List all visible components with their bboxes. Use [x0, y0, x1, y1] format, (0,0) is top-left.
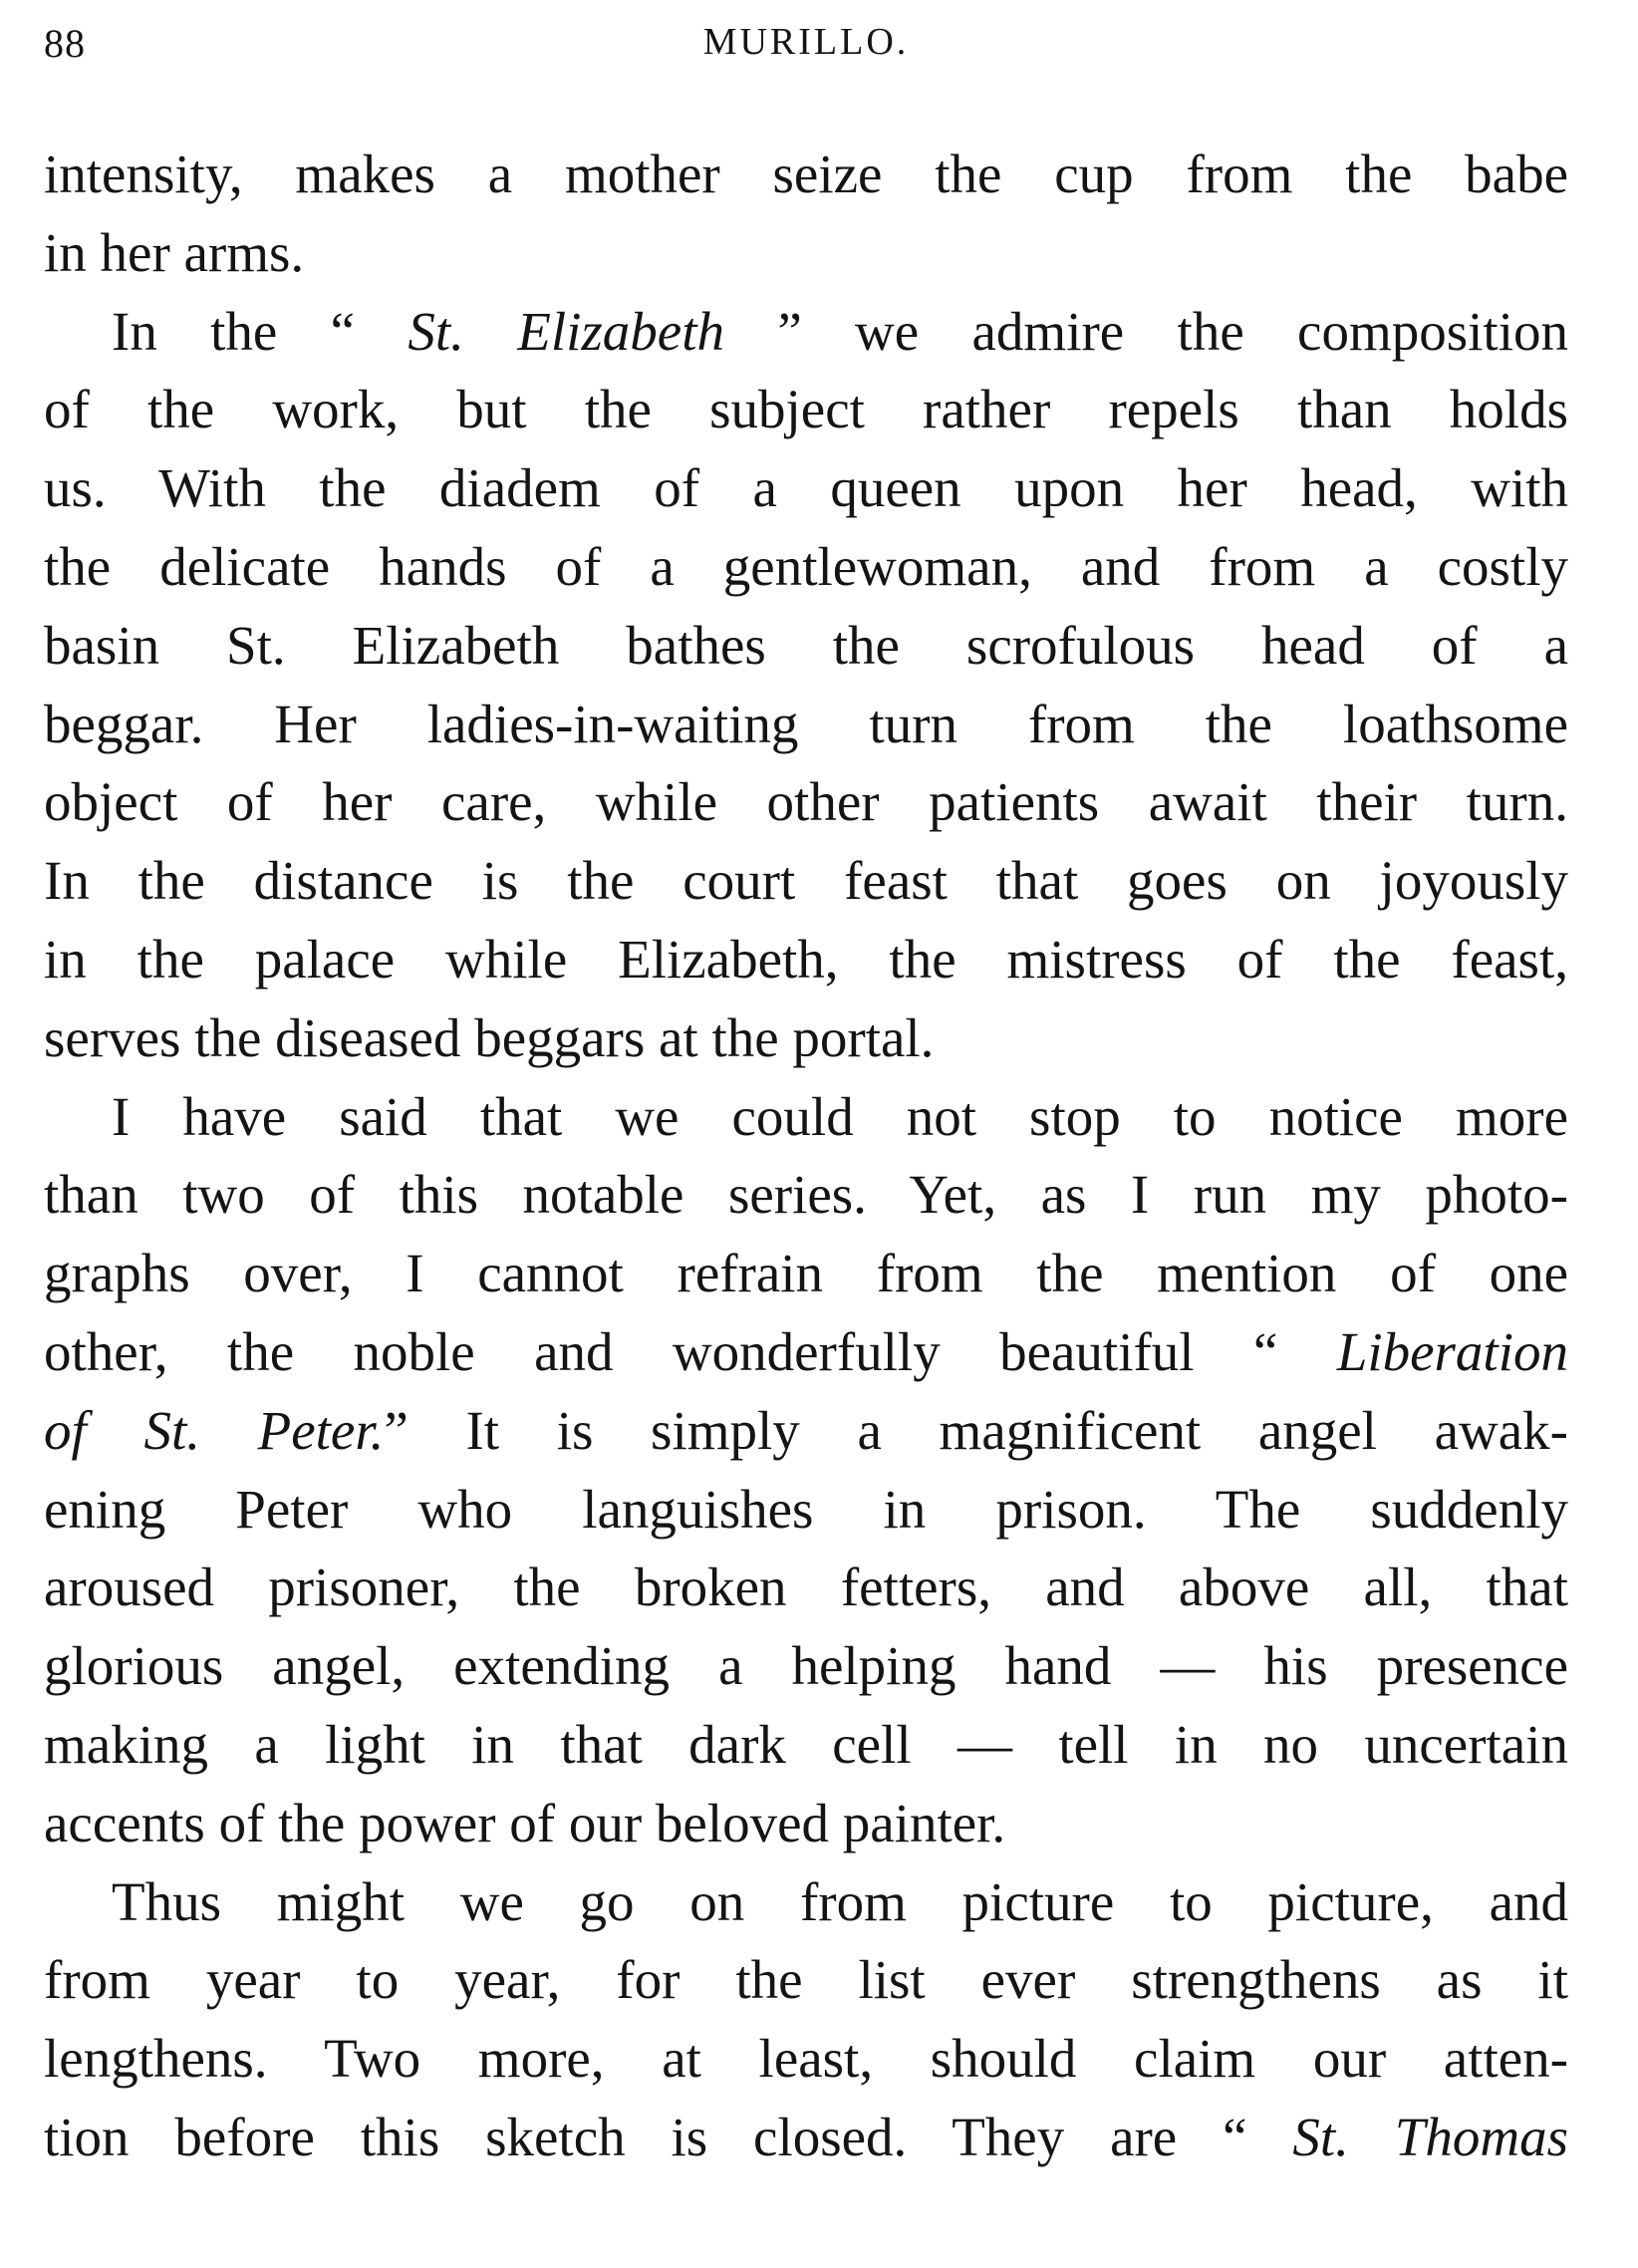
text-run: glorious angel, extending a helping hand — his presence [44, 1635, 1568, 1697]
text-run: in the palace while Elizabeth, the mistress of the feast, [44, 928, 1568, 990]
body-text [44, 136, 1568, 2177]
text-line [44, 999, 1568, 1078]
text-line [44, 1471, 1568, 1550]
text-run: beggar. Her ladies-in-waiting turn from the loathsome [44, 693, 1568, 754]
text-run: accents of the power of our beloved painter. [44, 1792, 1006, 1853]
text-line [44, 528, 1568, 607]
text-line [44, 921, 1568, 999]
text-run: than two of this notable series. Yet, as I run my photo- [44, 1164, 1568, 1226]
text-line [44, 449, 1568, 528]
text-run: In the distance is the court feast that goes on joyously [44, 850, 1568, 912]
text-run: aroused prisoner, the broken fetters, and above all, that [44, 1557, 1568, 1618]
text-line [44, 763, 1568, 842]
text-line [44, 1313, 1568, 1392]
text-run: serves the diseased beggars at the portal. [44, 1006, 935, 1068]
text-run: of the work, but the subject rather repels than holds [44, 379, 1568, 440]
text-run: ” It is simply a magnificent angel awak- [384, 1399, 1568, 1461]
text-line [44, 1549, 1568, 1627]
text-run: Thus might we go on from picture to picture, and [112, 1870, 1568, 1932]
text-line [44, 371, 1568, 449]
page-number: 88 [44, 21, 86, 66]
text-line [44, 1863, 1568, 1942]
text-line [44, 1941, 1568, 2020]
text-run: I have said that we could not stop to notice more [112, 1085, 1568, 1147]
text-line [44, 842, 1568, 921]
text-run: basin St. Elizabeth bathes the scrofulous head of a [44, 614, 1568, 676]
text-run: the delicate hands of a gentlewoman, and from a costly [44, 535, 1568, 597]
italic-title: St. Thomas [1292, 2106, 1568, 2167]
text-run: tion before this sketch is closed. They are “ [44, 2106, 1293, 2167]
text-run: making a light in that dark cell — tell in no uncertain [44, 1713, 1568, 1775]
italic-title: Liberation [1336, 1320, 1568, 1382]
text-line [44, 136, 1568, 214]
text-run: us. With the diadem of a queen upon her head, with [44, 457, 1568, 519]
text-run: object of her care, while other patients await their turn. [44, 771, 1568, 833]
text-run: in her arms. [44, 221, 305, 283]
italic-title: of St. Peter. [44, 1399, 385, 1461]
text-run: ening Peter who languishes in prison. The suddenly [44, 1478, 1568, 1540]
text-run: other, the noble and wonderfully beautiful “ [44, 1320, 1337, 1382]
running-head: MURILLO. [702, 21, 910, 63]
text-run: intensity, makes a mother seize the cup from the babe [44, 143, 1568, 204]
text-run: from year to year, for the list ever strengthens as it [44, 1949, 1568, 2011]
paragraph [44, 1863, 1568, 2177]
text-line [44, 1235, 1568, 1313]
text-line [44, 1392, 1568, 1471]
text-line [44, 293, 1568, 372]
paragraph [44, 1078, 1568, 1863]
text-line [44, 2020, 1568, 2099]
text-line [44, 607, 1568, 686]
text-run: ” we admire the composition [724, 300, 1568, 362]
text-line [44, 2099, 1568, 2177]
page-header [44, 20, 1568, 80]
text-line [44, 1785, 1568, 1863]
paragraph [44, 293, 1568, 1078]
paragraph [44, 136, 1568, 293]
text-run: graphs over, I cannot refrain from the mention of one [44, 1243, 1568, 1304]
text-line [44, 1156, 1568, 1235]
text-line [44, 686, 1568, 764]
text-line [44, 1627, 1568, 1706]
text-line [44, 1706, 1568, 1785]
text-line [44, 214, 1568, 293]
text-run: In the “ [112, 300, 409, 362]
text-run: lengthens. Two more, at least, should claim our atten- [44, 2028, 1568, 2090]
text-line [44, 1078, 1568, 1157]
italic-title: St. Elizabeth [408, 300, 724, 362]
